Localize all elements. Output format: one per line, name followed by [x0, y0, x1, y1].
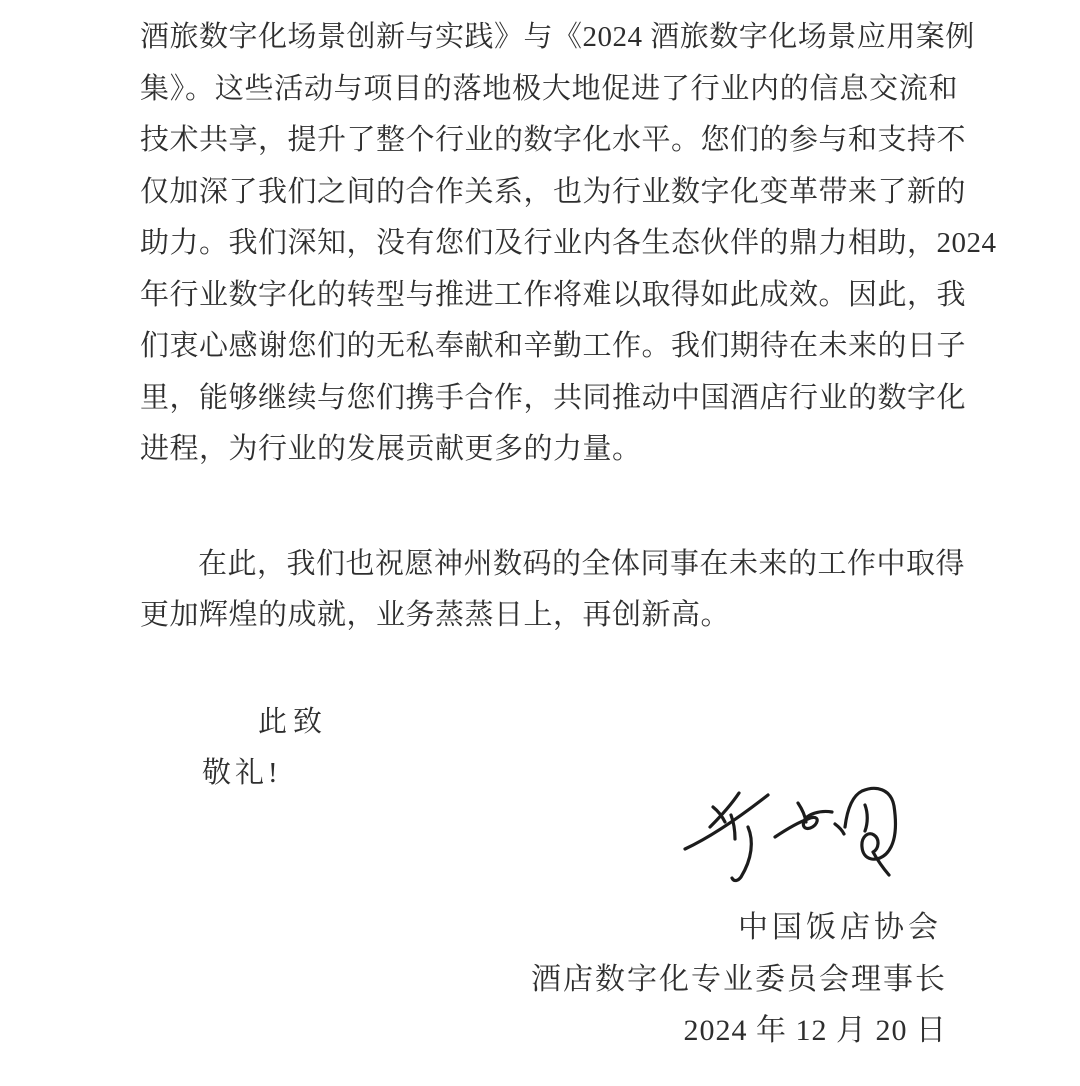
signoff-block	[531, 902, 947, 1057]
body-line: 技术共享，提升了整个行业的数字化水平。您们的参与和支持不	[140, 124, 967, 156]
handwritten-signature	[675, 783, 905, 888]
body-line: 酒旅数字化场景创新与实践》与《2024 酒旅数字化场景应用案例	[140, 21, 975, 53]
paragraph-2	[140, 539, 966, 642]
body-line: 里，能够继续与您们携手合作，共同推动中国酒店行业的数字化	[140, 381, 967, 414]
salute-jingli: 敬礼!	[202, 757, 282, 789]
body-line: 在此，我们也祝愿神州数码的全体同事在未来的工作中取得	[198, 547, 966, 580]
body-line: 们衷心感谢您们的无私奉献和辛勤工作。我们期待在未来的日子	[140, 330, 967, 362]
signature-strokes-icon	[675, 783, 905, 888]
signoff-organization: 中国饭店协会	[738, 911, 942, 944]
salute-cizhi: 此致	[258, 705, 329, 738]
signoff-title: 酒店数字化专业委员会理事长	[531, 962, 947, 996]
body-line: 集》。这些活动与项目的落地极大地促进了行业内的信息交流和	[140, 72, 958, 105]
paragraph-1	[140, 12, 997, 476]
body-line: 助力。我们深知，没有您们及行业内各生态伙伴的鼎力相助，2024	[140, 227, 997, 259]
body-line: 进程，为行业的发展贡献更多的力量。	[140, 433, 642, 465]
body-line: 年行业数字化的转型与推进工作将难以取得如此成效。因此，我	[140, 278, 967, 311]
signoff-date: 2024 年 12 月 20 日	[683, 1014, 947, 1047]
letter-body	[140, 12, 997, 800]
body-line: 更加辉煌的成就，业务蒸蒸日上，再创新高。	[140, 599, 731, 631]
body-line: 仅加深了我们之间的合作关系，也为行业数字化变革带来了新的	[140, 175, 967, 208]
